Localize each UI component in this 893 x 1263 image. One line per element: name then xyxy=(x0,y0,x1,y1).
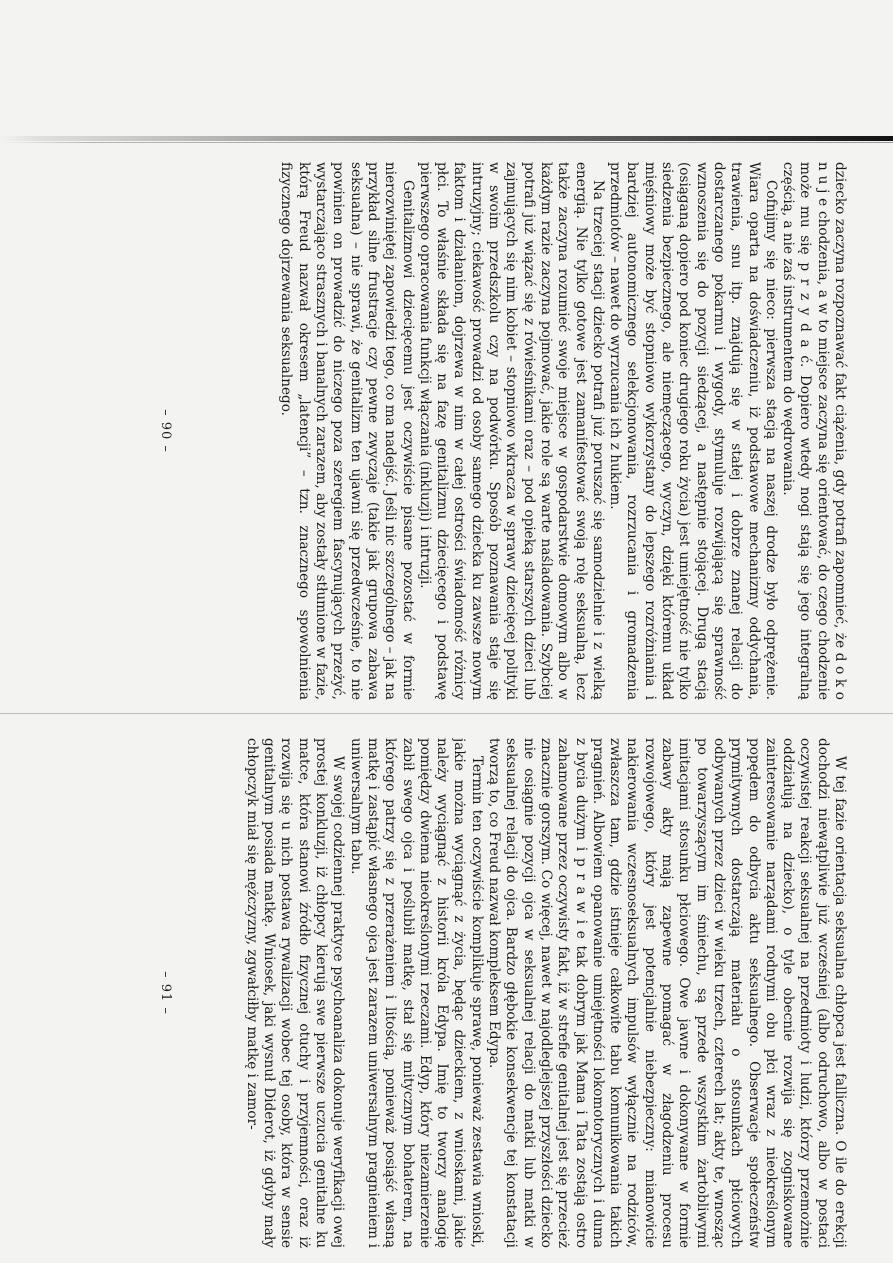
paragraph: W tej fazie orientacja seksualna chłopca jest falliczna. O ile do erekcji dochodzi niewątpliwie już wcześniej (albo odruchowo, albo w postaci oczywistej reakcji seksualnej na przedmioty i ludzi, którzy przemożnie oddziałują na dziecko), o tyle obecnie rozwija się zogniskowane zainteresowanie narządami rodnymi obu płci wraz z nieokreślonym popędem do odbycia aktu seksualnego. Obserwacje społeczeństw prymitywnych dostarczają materiału o stosunkach płciowych odbywanych przez dzieci w wieku trzech, czterech lat; akty te, wnosząc po towarzyszącym im śmiechu, są przede wszystkim żartobliwymi imitacjami stosunku płciowego. Owe jawne i dokonywane w formie zabawy akty mają zapewne pomagać w złagodzeniu procesu rozwojowego, który jest potencjalnie niebezpieczny: mianowicie nakierowania wczesnoseksualnych impulsów wyłącznie na rodziców, zwłaszcza tam, gdzie istnieje całkowite tabu komunikowania takich pragnień. Albowiem opanowanie umiejętności lokomotorycznych i duma z bycia dużym i p r a w i e tak dobrym jak Mama i Tata zostają ostro zahamowane przez oczywisty fakt, iż w strefie genitalnej jest się przecież znacznie gorszym. Co więcej, nawet w najodleglejszej przyszłości dziecko nie osiągnie pozycji ojca w seksualnej relacji do matki lub matki w seksualnej relacji do ojca. Bardzo głębokie konsekwencje tej konstatacji tworzą to, co Freud nazwał kompleksem Edypa. xyxy=(486,738,848,1248)
page-90-text xyxy=(179,162,848,700)
paragraph: Genitalizmowi dziecięcemu jest oczywiście pisane pozostać w formie nierozwiniętej zapowiedzi tego, co ma nadejść. Jeśli nic szczególnego – jak na przykład silne frustracje czy pewne zwyczaje (takie jak grupowa zabawa seksualna) – nie sprawi, że genitalizm ten ujawni się przedwcześnie, to nie powinien on prowadzić do niczego poza szeregiem fascynujących przeżyć, wystarczająco strasznych i banalnych zarazem, aby zostały stłumione w fazie, którą Freud nazwał okresem „latencji” – tzn. znacznego spowolnienia fizycznego dojrzewania seksualnego. xyxy=(278,162,416,700)
page-90-region xyxy=(0,150,893,710)
paragraph: W swojej codziennej praktyce psychoanaliza dokonuje weryfikacji owej prostej konkluzji, iż chłopcy kierują swe pierwsze uczucia genitalne ku matce, która stanowi źródło fizycznej otuchy i przyjemności, oraz iż rozwija się u nich postawa rywalizacji wobec tej osoby, która w sensie genitalnym posiada matkę. Wniosek, jaki wysnuł Diderot, iż gdyby mały chłopczyk miał się mężczyzny, zgwałciłby matkę i zamor- xyxy=(243,738,347,1248)
paragraph: Na trzeciej stacji dziecko potrafi już poruszać się samodzielnie i z wielką energią. Nie tylko gotowe jest zamanifestować swoją rolę seksualną, lecz także zaczyna rozumieć swoje miejsce w gospodarstwie domowym albo w każdym razie zaczyna pojmować, jakie role są warte naśladowania. Szybciej potrafi już wiązać się z rówieśnikami oraz – pod opieką starszych dzieci lub zajmujących się nim kobiet – stopniowo wkracza w sprawy dziecięcej polityki w swoim przedszkolu czy na podwórku. Sposób poznawania staje się intruzyjny; ciekawość prowadzi od osoby samego dziecka ku zawsze nowym faktom i działaniom, dojrzewa w nim w całej ostrości świadomość różnicy płci. To właśnie składa się na fazę genitalizmu dziecięcego i podstawę pierwszego opracowania funkcji włączania (inkluzji) i intruzji. xyxy=(416,162,606,700)
page-90 xyxy=(158,162,848,700)
paragraph: dziecko zaczyna rozpoznawać fakt ciążenia, gdy potrafi zapomnieć, że d o k o n u j e chodzenia, a w to miejsce zaczyna się orientować, do czego chodzenie może mu się p r z y d a ć. Dopiero wtedy nogi stają się jego integralną częścią, a nie zaś instrumentem do wędrowania. xyxy=(780,162,848,700)
scan-top-edge xyxy=(0,136,893,141)
page-number: – 90 – xyxy=(158,409,173,453)
paragraph: Termin ten oczywiście komplikuje sprawę, ponieważ zestawia wnioski, jakie można wyciągnąć z życia, będąc dzieckiem, z wnioskami, jakie należy wyciągnąć z historii króla Edypa. Imię to tworzy analogię pomiędzy dwiema nieokreślonymi rzeczami. Edyp, który niezamierzenie zabił swego ojca i poślubił matkę, stał się mitycznym bohaterem, na którego patrzy się z przerażeniem i litością, ponieważ posiąść własną matkę i zastąpić własnego ojca jest zarazem uniwersalnym pragnieniem i uniwersalnym tabu. xyxy=(347,738,485,1248)
page-number: – 91 – xyxy=(158,971,173,1015)
paragraph: Cofnijmy się nieco: pierwsza stacją na naszej drodze było odprężenie. Wiara oparta na doświadczeniu, iż podstawowe mechanizmy oddychania, trawienia, snu itp. znajdują się w stałej i dobrze znanej relacji do dostarczanego pokarmu i wygody, stymuluje rozwijającą się sprawność wznoszenia się do pozycji siedzącej, a następnie stojącej. Drugą stacją (osiąganą dopiero pod koniec drugiego roku życia) jest umiejętność nie tylko siedzenia bezpiecznego, ale niemęczącego, wyczyn, dzięki któremu układ mięśniowy może być stopniowo wykorzystany do lepszego rozróżniania i bardziej autonomicznego selekcjonowania, rozrzucania i gromadzenia przedmiotów – nawet do wyrzucania ich z hukiem. xyxy=(607,162,779,700)
page-91-text xyxy=(179,738,848,1248)
scan-top-edge-line xyxy=(0,142,893,143)
page-91-region xyxy=(0,722,893,1263)
page-gutter xyxy=(0,713,893,714)
page-91 xyxy=(158,738,848,1248)
